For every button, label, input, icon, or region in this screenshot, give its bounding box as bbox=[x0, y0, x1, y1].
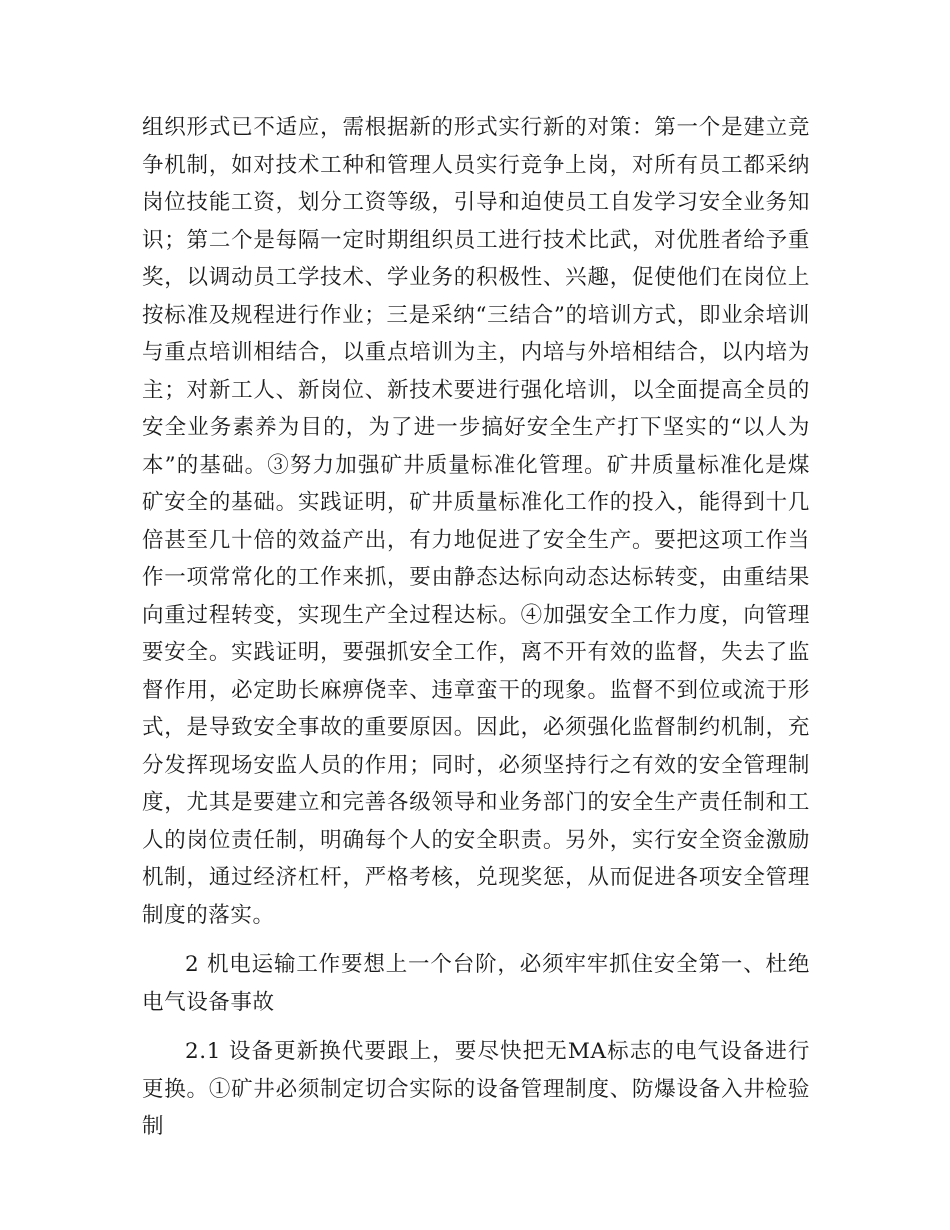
document-page bbox=[142, 109, 810, 1146]
paragraph-gap bbox=[142, 934, 810, 946]
body-paragraph-2-1: 2.1 设备更新换代要跟上，要尽快把无MA标志的电气设备进行更换。①矿井必须制定切合实际的设备管理制度、防爆设备入井检验制 bbox=[142, 1039, 810, 1139]
paragraph-gap bbox=[142, 1021, 810, 1033]
body-paragraph-1: 组织形式已不适应，需根据新的形式实行新的对策：第一个是建立竞争机制，如对技术工种和管理人员实行竞争上岗，对所有员工都采纳岗位技能工资，划分工资等级，引导和迫使员工自发学习安全业务知识；第二个是每隔一定时期组织员工进行技术比武，对优胜者给予重奖，以调动员工学技术、学业务的积极性、兴趣，促使他们在岗位上按标准及规程进行作业；三是采纳“三结合”的培训方式，即业余培训与重点培训相结合，以重点培训为主，内培与外培相结合，以内培为主；对新工人、新岗位、新技术要进行强化培训，以全面提高全员的安全业务素养为目的，为了进一步搞好安全生产打下坚实的“以人为本”的基础。③努力加强矿井质量标准化管理。矿井质量标准化是煤矿安全的基础。实践证明，矿井质量标准化工作的投入，能得到十几倍甚至几十倍的效益产出，有力地促进了安全生产。要把这项工作当作一项常常化的工作来抓，要由静态达标向动态达标转变，由重结果向重过程转变，实现生产全过程达标。④加强安全工作力度，向管理要安全。实践证明，要强抓安全工作，离不开有效的监督，失去了监督作用，必定助长麻痹侥幸、违章蛮干的现象。监督不到位或流于形式，是导致安全事故的重要原因。因此，必须强化监督制约机制，充分发挥现场安监人员的作用；同时，必须坚持行之有效的安全管理制度，尤其是要建立和完善各级领导和业务部门的安全生产责任制和工人的岗位责任制，明确每个人的安全职责。另外，实行安全资金激励机制，通过经济杠杆，严格考核，兑现奖惩，从而促进各项安全管理制度的落实。 bbox=[142, 115, 810, 928]
section-heading-2: 2 机电运输工作要想上一个台阶，必须牢牢抓住安全第一、杜绝电气设备事故 bbox=[142, 952, 810, 1015]
